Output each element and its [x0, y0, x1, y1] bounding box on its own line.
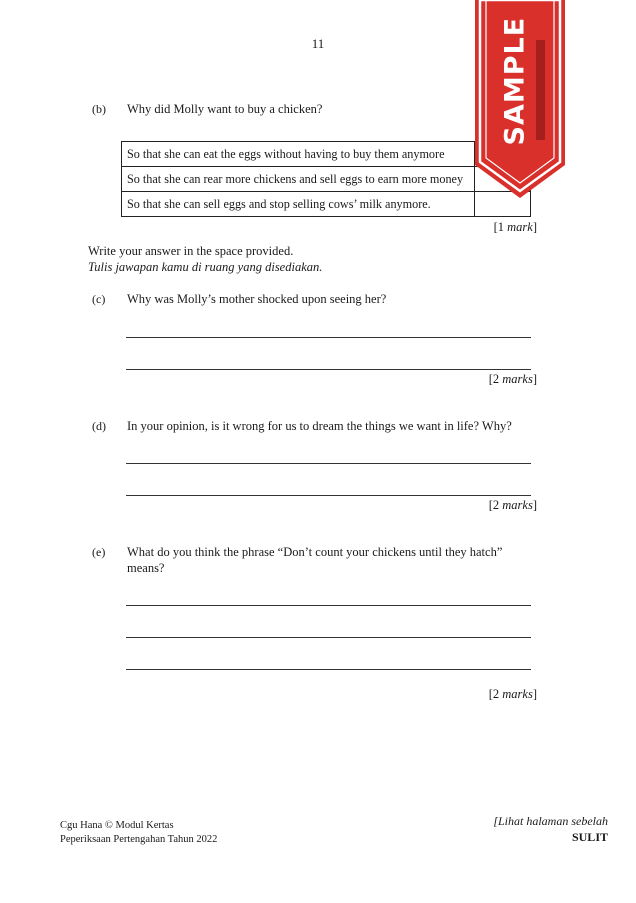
answer-line[interactable] — [126, 463, 531, 464]
answer-line[interactable] — [126, 495, 531, 496]
question-c-marks — [489, 372, 537, 387]
marks-close: ] — [532, 687, 537, 701]
marks-word: mark — [507, 220, 533, 234]
answer-line[interactable] — [126, 337, 531, 338]
option-text: So that she can rear more chickens and sell eggs to earn more money — [122, 167, 475, 192]
option-row — [122, 192, 531, 217]
question-b-text: Why did Molly want to buy a chicken? — [127, 102, 323, 116]
answer-line[interactable] — [126, 369, 531, 370]
footer-right — [493, 813, 608, 845]
question-c-text: Why was Molly’s mother shocked upon seeing her? — [127, 292, 387, 306]
marks-open: [2 — [488, 687, 503, 701]
page-number: 11 — [311, 36, 325, 51]
option-text: So that she can eat the eggs without having to buy them anymore — [122, 142, 475, 167]
answer-line[interactable] — [126, 605, 531, 606]
question-c-letter: (c) — [92, 292, 106, 306]
marks-open: [2 — [488, 372, 503, 386]
question-d-marks — [489, 498, 537, 513]
question-d-letter: (d) — [92, 419, 106, 433]
question-e-letter: (e) — [92, 545, 106, 559]
watermark-stamp — [536, 40, 545, 140]
watermark-label: SAMPLE — [499, 16, 531, 146]
answer-options-table — [121, 141, 531, 217]
marks-word: marks — [502, 498, 533, 512]
option-text: So that she can sell eggs and stop selling cows’ milk anymore. — [122, 192, 475, 217]
marks-word: marks — [502, 372, 533, 386]
question-b-letter: (b) — [92, 102, 106, 116]
question-e-text-line1: What do you think the phrase “Don’t count your chickens until they hatch” — [127, 545, 503, 559]
question-e-marks — [489, 687, 537, 702]
instruction-english: Write your answer in the space provided. — [88, 244, 294, 258]
footer-classification: SULIT — [571, 830, 608, 844]
marks-word: marks — [502, 687, 533, 701]
footer-left — [60, 819, 217, 847]
marks-open: [1 — [493, 220, 508, 234]
footer-exam-title: Peperiksaan Pertengahan Tahun 2022 — [60, 834, 218, 845]
answer-line[interactable] — [126, 637, 531, 638]
answer-line[interactable] — [126, 669, 531, 670]
marks-close: ] — [532, 220, 537, 234]
question-d-text: In your opinion, is it wrong for us to dream the things we want in life? Why? — [127, 419, 512, 433]
question-e-text-line2: means? — [127, 561, 165, 575]
footer-next-page: [Lihat halaman sebelah — [493, 814, 608, 828]
marks-close: ] — [532, 498, 537, 512]
option-row — [122, 167, 531, 192]
marks-open: [2 — [488, 498, 503, 512]
question-b-marks — [494, 220, 537, 235]
sample-watermark — [475, 0, 565, 200]
option-row — [122, 142, 531, 167]
marks-close: ] — [532, 372, 537, 386]
instruction-malay: Tulis jawapan kamu di ruang yang disediakan. — [88, 260, 323, 274]
footer-author: Cgu Hana © Modul Kertas — [60, 820, 174, 831]
